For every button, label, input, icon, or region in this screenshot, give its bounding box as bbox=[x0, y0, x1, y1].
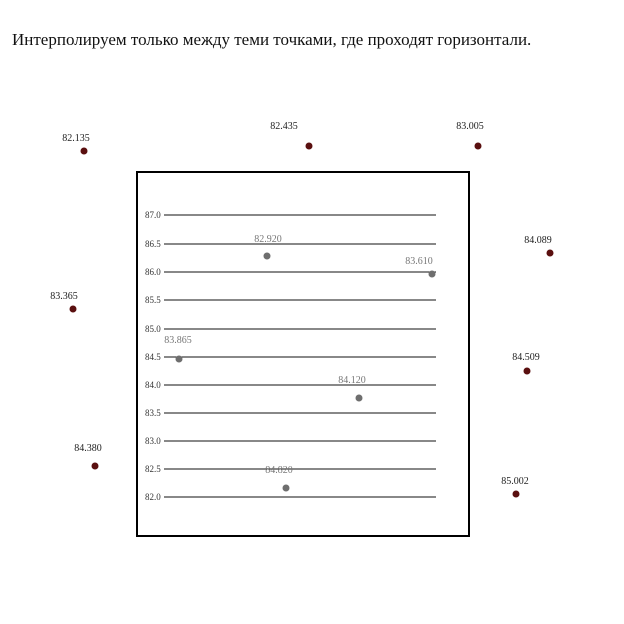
survey-point-label: 84.509 bbox=[512, 352, 540, 363]
interior-point-label: 84.120 bbox=[338, 375, 366, 386]
survey-point-label: 85.002 bbox=[501, 476, 529, 487]
contour-level-label: 86.5 bbox=[145, 239, 161, 249]
survey-point-label: 82.135 bbox=[62, 133, 90, 144]
contour-level-label: 83.0 bbox=[145, 436, 161, 446]
contour-level-label: 82.5 bbox=[145, 464, 161, 474]
interior-point-label: 84.820 bbox=[265, 465, 293, 476]
interior-point-label: 82.920 bbox=[254, 234, 282, 245]
contour-level-label: 84.0 bbox=[145, 380, 161, 390]
survey-point-label: 82.435 bbox=[270, 121, 298, 132]
survey-point bbox=[475, 143, 482, 150]
survey-point bbox=[306, 143, 313, 150]
contour-level-label: 84.5 bbox=[145, 352, 161, 362]
survey-point bbox=[81, 148, 88, 155]
survey-point-label: 83.005 bbox=[456, 121, 484, 132]
interior-point-label: 83.610 bbox=[405, 256, 433, 267]
contour-level-label: 86.0 bbox=[145, 267, 161, 277]
interior-point bbox=[356, 395, 363, 402]
survey-point bbox=[70, 306, 77, 313]
survey-point-label: 84.380 bbox=[74, 443, 102, 454]
contour-level-label: 83.5 bbox=[145, 408, 161, 418]
contour-level-label: 85.0 bbox=[145, 324, 161, 334]
survey-point-label: 84.089 bbox=[524, 235, 552, 246]
contour-level-label: 87.0 bbox=[145, 210, 161, 220]
interior-point bbox=[283, 485, 290, 492]
contour-level-label: 82.0 bbox=[145, 492, 161, 502]
interior-point bbox=[429, 271, 436, 278]
interior-point bbox=[176, 356, 183, 363]
survey-point bbox=[513, 491, 520, 498]
plot-frame bbox=[137, 172, 469, 536]
survey-point bbox=[547, 250, 554, 257]
survey-point bbox=[524, 368, 531, 375]
caption-text: Интерполируем только между теми точками, где проходят горизонтали. bbox=[12, 30, 532, 49]
interior-point bbox=[264, 253, 271, 260]
survey-point-label: 83.365 bbox=[50, 291, 78, 302]
survey-point bbox=[92, 463, 99, 470]
contour-level-label: 85.5 bbox=[145, 295, 161, 305]
interior-point-label: 83.865 bbox=[164, 335, 192, 346]
